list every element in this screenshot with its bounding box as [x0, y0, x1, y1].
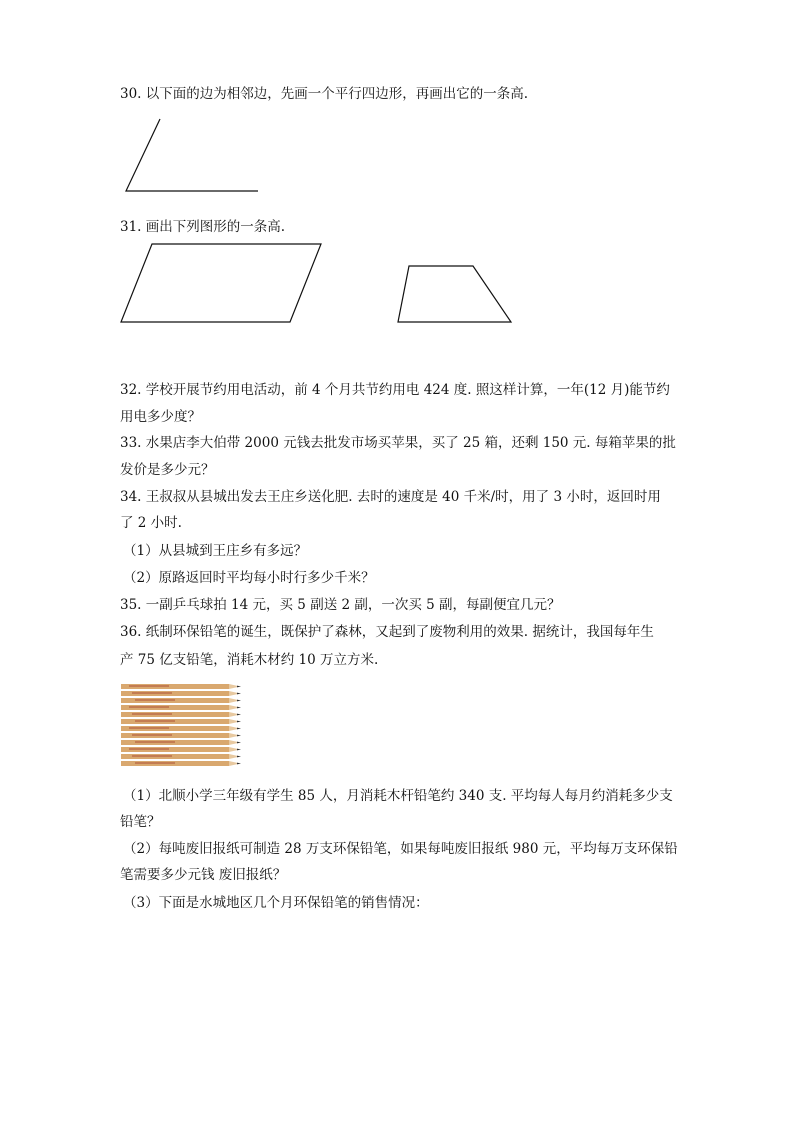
q36-sub1-line1: （1）北顺小学三年级有学生 85 人，月消耗木杆铅笔约 340 支. 平均每人每月约消耗多少支 — [123, 788, 673, 804]
pencil-lead — [237, 693, 241, 695]
pencil-lead — [237, 707, 241, 709]
q34-text-line1: 34. 王叔叔从县城出发去王庄乡送化肥. 去时的速度是 40 千米/时，用了 3 小时，返回时用 — [120, 489, 661, 505]
pencil-lead — [237, 714, 241, 716]
angle-figure — [120, 114, 265, 198]
q32-text-line2: 用电多少度？ — [120, 409, 201, 425]
parallelogram-figure — [118, 240, 328, 328]
q32-text-line1: 32. 学校开展节约用电活动，前 4 个月共节约用电 424 度. 照这样计算，一年(12 月)能节约 — [120, 382, 670, 398]
q36-text-line1: 36. 纸制环保铅笔的诞生，既保护了森林，又起到了废物利用的效果. 据统计，我国每年生 — [120, 624, 654, 640]
pencil-lead — [237, 721, 241, 723]
pencil-lead — [237, 756, 241, 758]
pencil-print — [132, 734, 172, 736]
q35-text: 35. 一副乒乓球拍 14 元，买 5 副送 2 副，一次买 5 副，每副便宜几元？ — [120, 597, 561, 613]
pencil-print — [129, 685, 169, 687]
pencil-lead — [237, 763, 241, 765]
pencil-print — [132, 692, 172, 694]
pencil-print — [129, 727, 169, 729]
pencil-lead — [237, 686, 241, 688]
q36-sub2-line2: 笔需要多少元钱 废旧报纸？ — [120, 867, 287, 883]
q36-sub1-line2: 铅笔？ — [120, 814, 161, 830]
q36-text-line2: 产 75 亿支铅笔，消耗木材约 10 万立方米. — [120, 652, 379, 668]
pencil-lead — [237, 700, 241, 702]
pencil-print — [135, 762, 175, 764]
q36-sub3: （3）下面是水城地区几个月环保铅笔的销售情况： — [123, 895, 429, 911]
pencil-lead — [237, 749, 241, 751]
q34-text-line2: 了 2 小时. — [120, 515, 182, 531]
pencil-print — [135, 741, 175, 743]
q34-sub1: （1）从县城到王庄乡有多远？ — [123, 543, 308, 559]
q30-text: 30. 以下面的边为相邻边，先画一个平行四边形，再画出它的一条高. — [120, 86, 529, 102]
pencil-lead — [237, 728, 241, 730]
pencil-print — [129, 748, 169, 750]
pencil-print — [132, 755, 172, 757]
pencil-photo — [121, 682, 242, 770]
q33-text-line1: 33. 水果店李大伯带 2000 元钱去批发市场买苹果，买了 25 箱，还剩 150 元. 每箱苹果的批 — [120, 435, 676, 451]
q34-sub2: （2）原路返回时平均每小时行多少千米？ — [123, 570, 375, 586]
pencil-print — [135, 720, 175, 722]
q33-text-line2: 发价是多少元？ — [120, 462, 215, 478]
q36-sub2-line1: （2）每吨废旧报纸可制造 28 万支环保铅笔，如果每吨废旧报纸 980 元，平均每万支环保铅 — [123, 841, 678, 857]
pencil-print — [135, 699, 175, 701]
trapezoid-figure — [395, 262, 517, 327]
q31-text: 31. 画出下列图形的一条高. — [120, 219, 286, 235]
pencil-print — [129, 706, 169, 708]
pencil-lead — [237, 742, 241, 744]
pencil-print — [132, 713, 172, 715]
pencil-lead — [237, 735, 241, 737]
